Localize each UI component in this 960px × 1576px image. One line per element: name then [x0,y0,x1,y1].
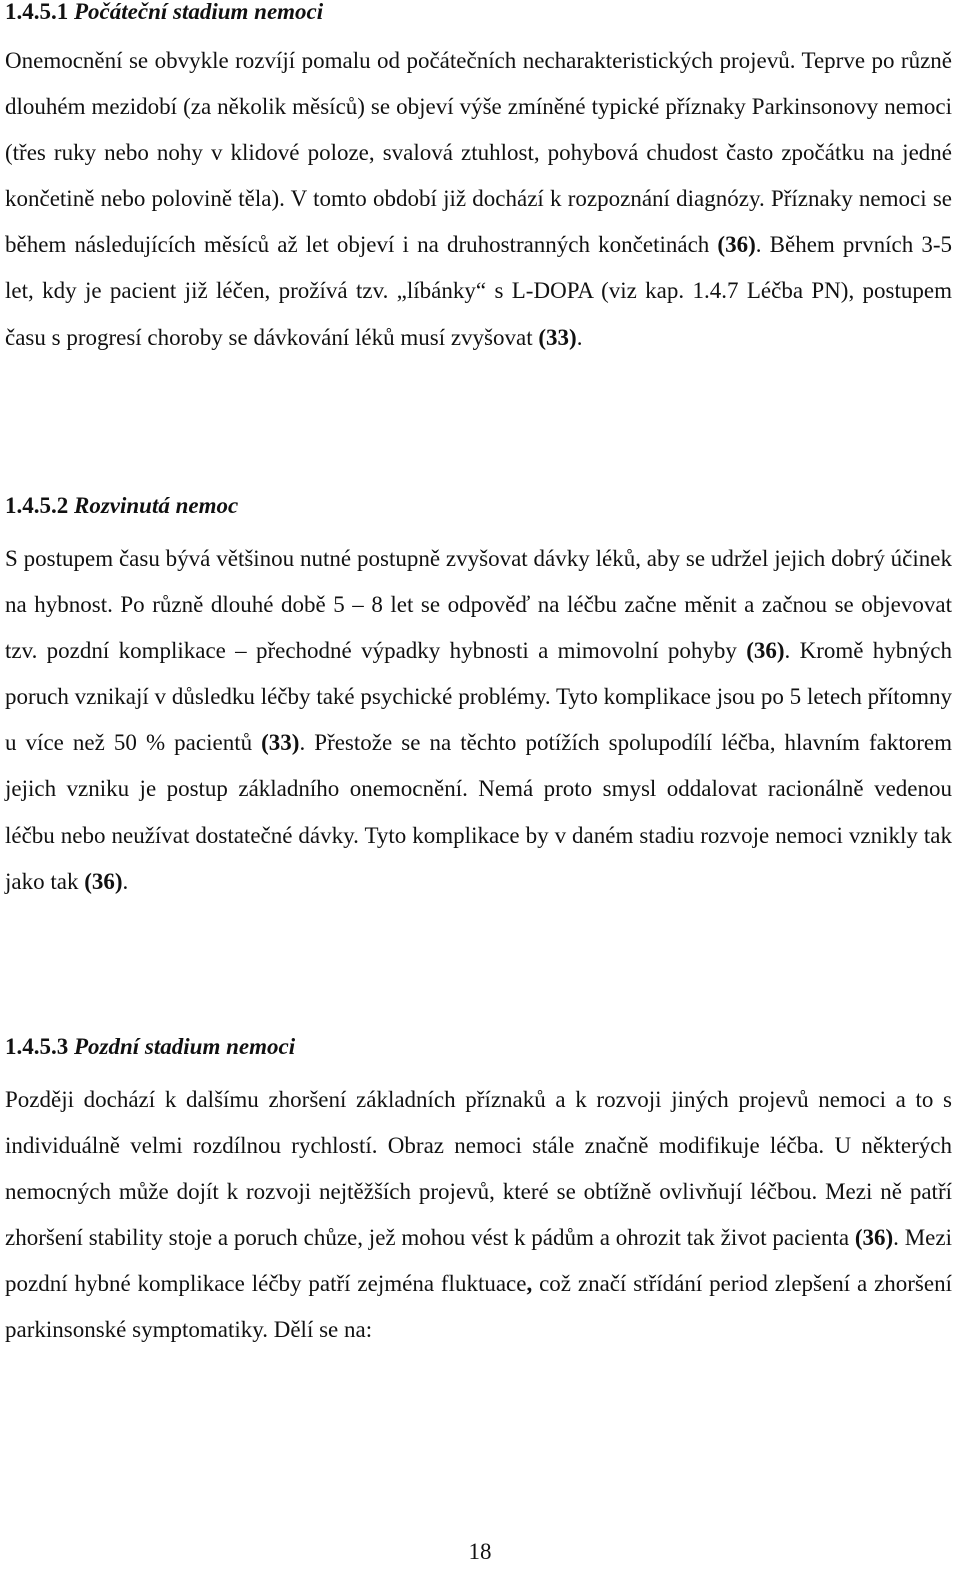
section-title: Počáteční stadium nemoci [74,0,324,24]
section-title: Rozvinutá nemoc [74,493,239,518]
page-number: 18 [468,1539,492,1564]
citation: (36) [854,1225,894,1251]
section-number: 1.4.5.1 [5,0,69,24]
paragraph-text: . [576,324,583,350]
citation: (33) [261,730,300,756]
paragraph-text: S postupem času bývá většinou nutné postupně zvyšovat dávky léků, aby se udržel jejich dobrý účinek na hybnost. Po různě dlouhé době 5 – 8 let se odpověď na léčbu začne měnit a začnou se objevovat tzv. pozdní komplikace – přechodné výpadky hybnosti a mimovolní pohyby [5,546,952,664]
section-heading [5,1033,295,1061]
section-number: 1.4.5.3 [5,1034,69,1059]
section-paragraph [5,0,952,361]
paragraph-text: . [122,868,129,894]
paragraph-text: . Přestože se na těchto potížích spolupodílí léčba, hlavním faktorem jejich vzniku je postup základního onemocnění. Nemá proto smysl oddalovat racionálně vedenou léčbu nebo neužívat dostatečné dávky. Tyto komplikace by v daném stadiu rozvoje nemoci vznikly tak jako tak [5,730,952,894]
paragraph-text: Onemocnění se obvykle rozvíjí pomalu od počátečních necharakteristických projevů. Teprve po různě dlouhém mezidobí (za několik měsíců) se objeví výše zmíněné typické příznaky Parkinsonovy nemoci (třes ruky nebo nohy v klidové poloze, svalová ztuhlost, pohybová chudost často zpočátku na jedné končetině nebo polovině těla). V tomto období již dochází k rozpoznání diagnózy. Příznaky nemoci se během následujících měsíců až let objeví i na druhostranných končetinách [5,48,952,258]
paragraph-text: . Mezi pozdní hybné komplikace léčby patří zejména fluktuace [5,1225,952,1297]
section-paragraph [5,536,952,905]
citation: (33) [538,324,577,350]
comma: , [526,1271,533,1297]
citation: (36) [746,638,785,664]
paragraph-text: což značí střídání period zlepšení a zhoršení parkinsonské symptomatiky. Dělí se na: [5,1271,952,1343]
section-number: 1.4.5.2 [5,493,69,518]
citation: (36) [717,232,756,258]
paragraph-text: Později dochází k dalšímu zhoršení základních příznaků a k rozvoji jiných projevů nemoci a to s individuálně velmi rozdílnou rychlostí. Obraz nemoci stále značně modifikuje léčba. U některých nemocných může dojít k rozvoji nejtěžších projevů, které se obtížně ovlivňují léčbou. Mezi ně patří zhoršení stability stoje a poruch chůze, jež mohou vést k pádům a ohrozit tak život pacienta [5,1087,952,1251]
paragraph-text: . Během prvních 3-5 let, kdy je pacient již léčen, prožívá tzv. „líbánky“ s L-DOPA (viz kap. 1.4.7 Léčba PN), postupem času s progresí choroby se dávkování léků musí zvyšovat [5,232,952,350]
section-heading [5,492,238,520]
section-paragraph [5,1077,952,1354]
citation: (36) [84,868,123,894]
section-title: Pozdní stadium nemoci [74,1034,296,1059]
paragraph-text: . Kromě hybných poruch vznikají v důsledku léčby také psychické problémy. Tyto komplikace jsou po 5 letech přítomny u více než 50 % pacientů [5,638,952,756]
